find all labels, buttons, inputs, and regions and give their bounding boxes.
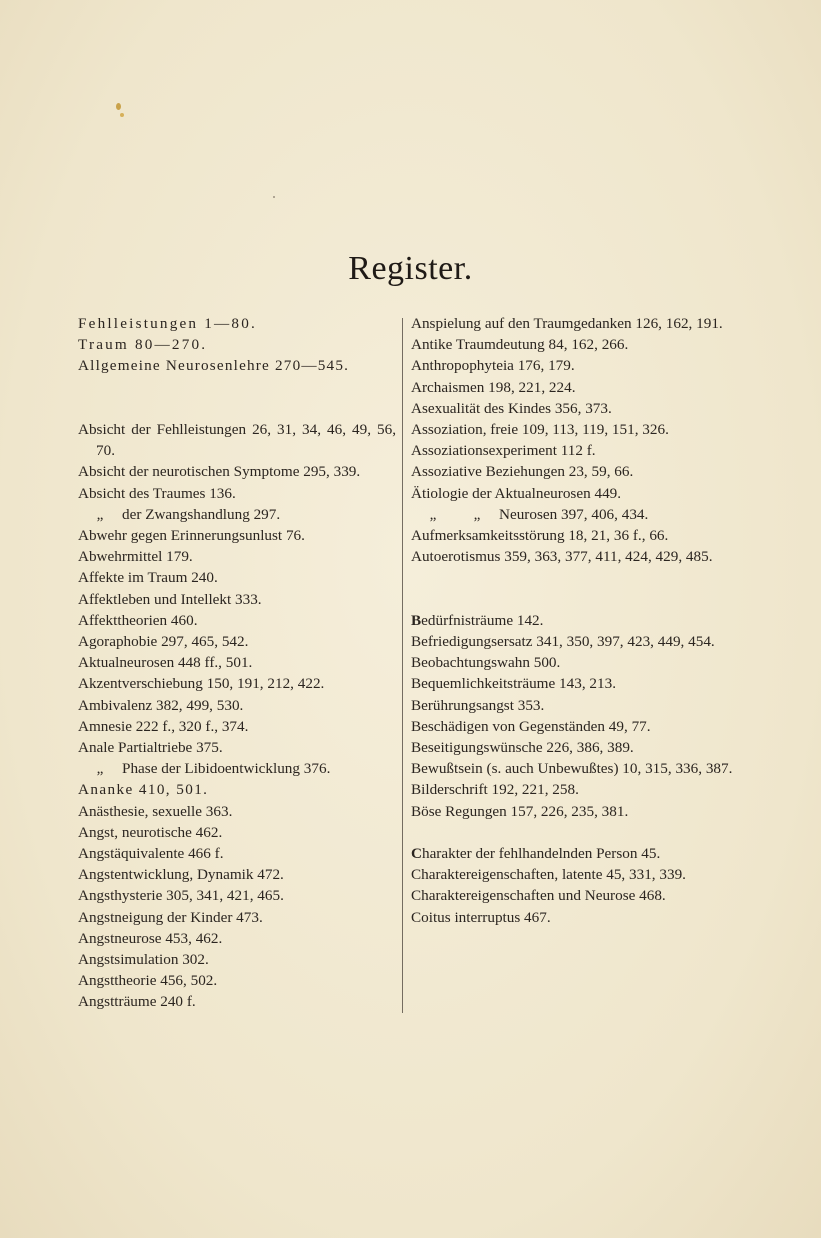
- index-entry: Ambivalenz 382, 499, 530.: [78, 696, 244, 714]
- index-entry: Akzentverschiebung 150, 191, 212, 422.: [78, 675, 325, 693]
- index-entry: Beseitigungswünsche 226, 386, 389.: [411, 739, 634, 757]
- index-entry-text: Phase der Libidoentwicklung 376.: [122, 760, 331, 778]
- index-entry: Bilderschrift 192, 221, 258.: [411, 781, 579, 799]
- index-entry: Aufmerksamkeitsstörung 18, 21, 36 f., 66.: [411, 527, 669, 545]
- index-entry: Absicht der neurotischen Symptome 295, 339.: [78, 463, 361, 481]
- index-entry: Assoziative Beziehungen 23, 59, 66.: [411, 463, 634, 481]
- index-entry: Angstäquivalente 466 f.: [78, 845, 224, 863]
- ditto-mark: „: [473, 505, 481, 523]
- index-entry: Absicht der Fehlleistungen 26, 31, 34, 46, 49, 56, 70.: [78, 420, 396, 460]
- index-column-left: [78, 313, 396, 1013]
- index-entry: Affekte im Traum 240.: [78, 569, 218, 587]
- index-entry: Anspielung auf den Traumgedanken 126, 162, 191.: [411, 315, 723, 332]
- paper-speck: [273, 196, 275, 198]
- paper-speck: [120, 113, 124, 117]
- index-entry-ditto: [78, 504, 396, 525]
- index-entry: Angstsimulation 302.: [78, 951, 209, 969]
- index-entry: Anale Partialtriebe 375.: [78, 739, 223, 757]
- spacer: [78, 398, 396, 419]
- spacer: [411, 589, 733, 610]
- section-heading: Traum 80—270.: [78, 336, 208, 354]
- index-entry-ditto: [411, 504, 733, 525]
- index-entry: Angstneigung der Kinder 473.: [78, 908, 263, 926]
- index-entry-text: Neurosen 397, 406, 434.: [499, 505, 649, 523]
- ditto-mark: „: [96, 505, 104, 523]
- index-entry: Affekttheorien 460.: [78, 611, 198, 629]
- index-entry: Antike Traumdeutung 84, 162, 266.: [411, 336, 629, 354]
- index-entry: Charaktereigenschaften, latente 45, 331, 339.: [411, 866, 686, 884]
- index-entry: Abwehr gegen Erinnerungsunlust 76.: [78, 527, 305, 544]
- index-entry: Anästhesie, sexuelle 363.: [78, 802, 233, 820]
- index-entry: Autoerotismus 359, 363, 377, 411, 424, 429, 485.: [411, 548, 713, 566]
- index-column-right: [411, 313, 733, 928]
- index-entry: Assoziationsexperiment 112 f.: [411, 442, 596, 460]
- index-entry: Absicht des Traumes 136.: [78, 484, 236, 502]
- index-entry-text: der Zwangshandlung 297.: [122, 505, 281, 523]
- index-entry: Bewußtsein (s. auch Unbewußtes) 10, 315, 336, 387.: [411, 760, 733, 778]
- index-entry: Archaismen 198, 221, 224.: [411, 378, 576, 396]
- index-entry: Beschädigen von Gegenständen 49, 77.: [411, 717, 651, 735]
- index-entry: Charaktereigenschaften und Neurose 468.: [411, 887, 666, 905]
- index-entry: Angst, neurotische 462.: [78, 823, 223, 841]
- index-entry: Ananke 410, 501.: [78, 781, 209, 799]
- index-entry: Coitus interruptus 467.: [411, 908, 551, 926]
- index-entry: Assoziation, freie 109, 113, 119, 151, 326.: [411, 421, 669, 439]
- paper-speck: [116, 103, 121, 110]
- ditto-mark: „: [96, 760, 104, 778]
- section-heading: Allgemeine Neurosenlehre 270—545.: [78, 357, 350, 375]
- index-entry: Amnesie 222 f., 320 f., 374.: [78, 717, 249, 735]
- index-entry: Angsttheorie 456, 502.: [78, 972, 218, 990]
- index-entry-ditto: [78, 758, 396, 779]
- index-entry: Berührungsangst 353.: [411, 696, 545, 714]
- index-entry: Angstentwicklung, Dynamik 472.: [78, 866, 284, 884]
- index-entry: Agoraphobie 297, 465, 542.: [78, 633, 249, 651]
- index-entry: Anthropophyteia 176, 179.: [411, 357, 575, 375]
- index-entry: Affektleben und Intellekt 333.: [78, 590, 262, 608]
- index-entry: Ätiologie der Aktualneurosen 449.: [411, 484, 622, 502]
- index-entry: Abwehrmittel 179.: [78, 548, 193, 566]
- index-entry: Angstneurose 453, 462.: [78, 929, 223, 947]
- ditto-mark: „: [429, 505, 437, 523]
- index-entry: Beobachtungswahn 500.: [411, 654, 561, 672]
- index-entry: Aktualneurosen 448 ff., 501.: [78, 654, 253, 672]
- column-divider: [402, 318, 403, 1013]
- index-entry: Charakter der fehlhandelnden Person 45.: [411, 845, 661, 863]
- index-entry: Befriedigungsersatz 341, 350, 397, 423, 449, 454.: [411, 633, 715, 651]
- spacer: [411, 822, 733, 843]
- index-entry: Angstträume 240 f.: [78, 993, 196, 1011]
- index-entry: Angsthysterie 305, 341, 421, 465.: [78, 887, 284, 905]
- spacer: [411, 567, 733, 588]
- index-entry: Böse Regungen 157, 226, 235, 381.: [411, 802, 629, 820]
- index-entry: Asexualität des Kindes 356, 373.: [411, 399, 612, 417]
- page-title: Register.: [348, 250, 473, 287]
- index-entry: Bedürfnisträume 142.: [411, 611, 544, 629]
- index-entry: Bequemlichkeitsträume 143, 213.: [411, 675, 616, 693]
- section-heading: Fehlleistungen 1—80.: [78, 315, 257, 332]
- spacer: [78, 377, 396, 398]
